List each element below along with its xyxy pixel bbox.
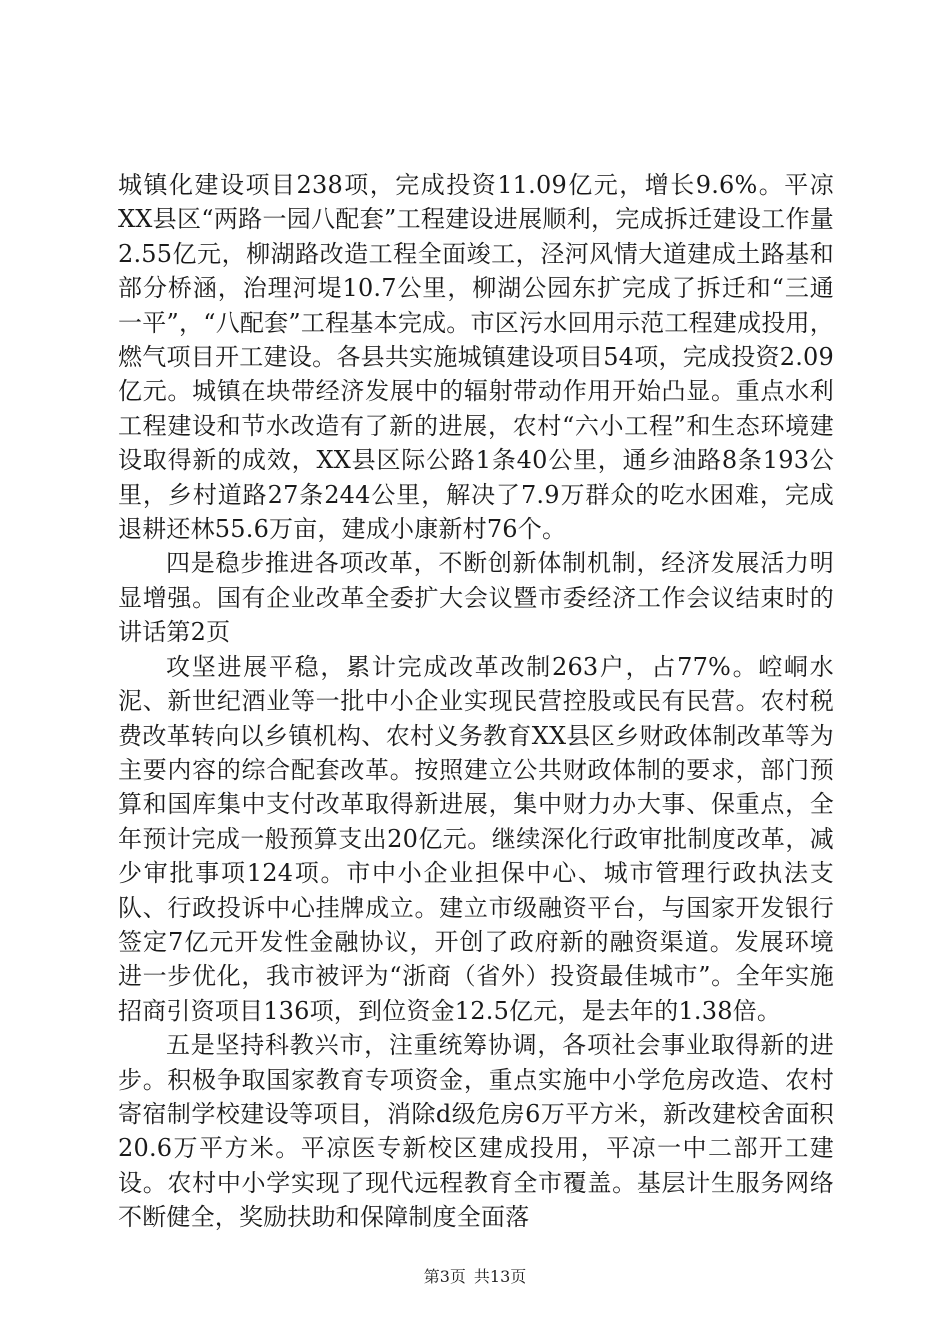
page-total: 共13页 <box>473 1267 527 1286</box>
page-number: 第3页 <box>423 1267 466 1286</box>
page-footer <box>0 1264 950 1287</box>
document-body <box>118 168 834 1235</box>
paragraph-science-education: 五是坚持科教兴市，注重统筹协调，各项社会事业取得新的进步。积极争取国家教育专项资金，重点实施中小学危房改造、农村寄宿制学校建设等项目，消除d级危房6万平方米，新改建校舍面积20.6万平方米。平凉医专新校区建成投用，平凉一中二部开工建设。农村中小学实现了现代远程教育全市覆盖。基层计生服务网络不断健全，奖励扶助和保障制度全面落 <box>118 1031 834 1232</box>
paragraph-reform-heading: 四是稳步推进各项改革，不断创新体制机制，经济发展活力明显增强。国有企业改革全委扩大会议暨市委经济工作会议结束时的讲话第2页 <box>118 549 834 647</box>
paragraph-urban-construction: 城镇化建设项目238项，完成投资11.09亿元，增长9.6%。平凉XX县区“两路一园八配套”工程建设进展顺利，完成拆迁建设工作量2.55亿元，柳湖路改造工程全面竣工，泾河风情大道建成土路基和部分桥涵，治理河堤10.7公里，柳湖公园东扩完成了拆迁和“三通一平”，“八配套”工程基本完成。市区污水回用示范工程建成投用，燃气项目开工建设。各县共实施城镇建设项目54项，完成投资2.09亿元。城镇在块带经济发展中的辐射带动作用开始凸显。重点水利工程建设和节水改造有了新的进展，农村“六小工程”和生态环境建设取得新的成效，XX县区际公路1条40公里，通乡油路8条193公里，乡村道路27条244公里，解决了7.9万群众的吃水困难，完成退耕还林55.6万亩，建成小康新村76个。 <box>118 171 834 544</box>
paragraph-reform-progress: 攻坚进展平稳，累计完成改革改制263户，占77%。崆峒水泥、新世纪酒业等一批中小企业实现民营控股或民有民营。农村税费改革转向以乡镇机构、农村义务教育XX县区乡财政体制改革等为主要内容的综合配套改革。按照建立公共财政体制的要求，部门预算和国库集中支付改革取得新进展，集中财力办大事、保重点，全年预计完成一般预算支出20亿元。继续深化行政审批制度改革，减少审批事项124项。市中小企业担保中心、城市管理行政执法支队、行政投诉中心挂牌成立。建立市级融资平台，与国家开发银行签定7亿元开发性金融协议，开创了政府新的融资渠道。发展环境进一步优化，我市被评为“浙商（省外）投资最佳城市”。全年实施招商引资项目136项，到位资金12.5亿元，是去年的1.38倍。 <box>118 652 834 1025</box>
